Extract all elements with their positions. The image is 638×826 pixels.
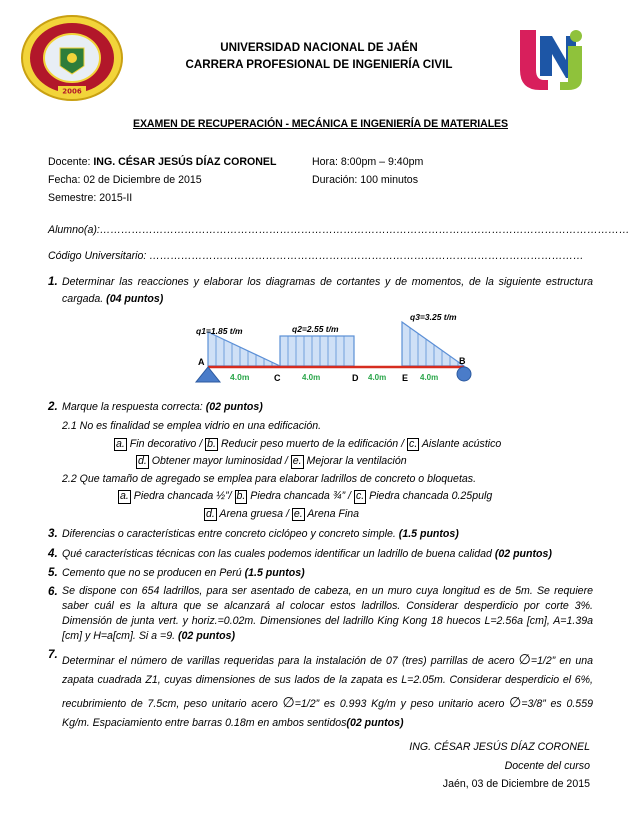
semestre-field: Semestre: 2015-II — [48, 191, 133, 204]
question-6-text: Se dispone con 654 ladrillos, para ser asentado de cabeza, en un muro cuya longitud es de 5m. Se requiere saber cuál es la altura que se alcanzará al colocar estos ladrillos. Considerar desperdicio por corte 3%. Dimensión de junta vert. y horiz.=0.02m. Dimensiones del ladrillo King Kong 18 huecos L=2.56a [cm], A=1.39a [cm] y H=a[cm]. Si a =9. — [62, 585, 593, 642]
docente-label: Docente: — [48, 155, 94, 168]
question-4 — [48, 546, 593, 562]
duracion-field: Duración: 100 minutos — [312, 173, 418, 186]
q3-label: q3=3.25 t/m — [410, 312, 457, 323]
option-a-box: a. — [120, 490, 129, 503]
load-q3 — [402, 322, 464, 366]
question-1-text: Determinar las reacciones y elaborar los diagramas de cortantes y de momentos, de la siguiente estructura cargada. — [62, 276, 593, 305]
span-de-label: 4.0m — [368, 373, 387, 383]
signature-name: ING. CÉSAR JESÚS DÍAZ CORONEL — [409, 741, 590, 753]
option-a-box: a. — [116, 437, 125, 450]
question-3-points: (1.5 puntos) — [398, 528, 459, 541]
option-e-text: Arena Fina — [304, 507, 360, 520]
load-q2 — [280, 336, 354, 366]
unj-logo — [518, 26, 586, 92]
question-text — [62, 565, 593, 581]
question-2-2-stem: 2.2 Que tamaño de agregado se emplea para elaborar ladrillos de concreto o bloquetas. — [62, 472, 477, 485]
span-eb-label: 4.0m — [420, 373, 439, 383]
node-c-label: C — [274, 373, 281, 384]
option-c-text: Aislante acústico — [419, 437, 502, 450]
option-c-text: Piedra chancada 0.25pulg — [366, 490, 493, 503]
q2-label: q2=2.55 t/m — [292, 324, 339, 335]
support-b — [457, 367, 471, 381]
question-2-2-options-row-2 — [48, 506, 593, 523]
svg-text:2006: 2006 — [62, 87, 82, 96]
question-number: 3. — [48, 527, 58, 541]
option-d-box: d. — [206, 507, 215, 520]
question-2-1-stem: 2.1 No es finalidad se emplea vidrio en una edificación. — [62, 420, 322, 433]
node-e-label: E — [402, 373, 409, 384]
beam-load-diagram — [196, 312, 502, 402]
option-d-text: Arena gruesa / — [216, 507, 292, 520]
diameter-symbol: ∅ — [282, 693, 295, 710]
question-text — [62, 584, 593, 643]
info-row-docente — [48, 156, 593, 174]
question-number: 4. — [48, 546, 58, 560]
fecha-field: Fecha: 02 de Diciembre de 2015 — [48, 173, 202, 186]
question-1-points: (04 puntos) — [106, 292, 164, 305]
codigo-field: Código Universitario: …………………………………………………………………………………………………………… — [48, 249, 584, 262]
info-row-semestre — [48, 192, 593, 210]
question-7-text-part-3: =1/2” es 0.993 Kg/m y peso unitario acero — [294, 697, 510, 710]
question-7-text-part-4: =3/8” es 0.559 Kg/m. Espaciamiento entre barras 0.18m en ambos sentidos — [62, 697, 593, 730]
span-ac-label: 4.0m — [230, 372, 250, 383]
question-number: 1. — [48, 275, 58, 289]
option-a-text: Fin decorativo / — [126, 437, 206, 450]
question-6 — [48, 584, 593, 643]
question-number: 7. — [48, 647, 58, 661]
question-text — [62, 274, 593, 307]
question-2-text: Marque la respuesta correcta: — [62, 400, 206, 413]
load-q1 — [208, 332, 280, 366]
question-7-points: (02 puntos) — [346, 717, 404, 730]
page-header — [0, 0, 638, 110]
option-b-box: b. — [207, 437, 216, 450]
university-seal-logo — [20, 14, 124, 102]
question-text — [62, 647, 593, 733]
option-a-text: Piedra chancada ½”/ — [130, 490, 235, 503]
question-2-2-options-row-1 — [48, 488, 593, 505]
question-4-text: Qué características técnicas con las cuales podemos identificar un ladrillo de buena calidad — [62, 547, 495, 560]
option-c-box: c. — [409, 437, 418, 450]
signature-block — [300, 738, 590, 794]
option-b-text: Reducir peso muerto de la edificación / — [218, 437, 408, 450]
question-number: 6. — [48, 585, 58, 599]
university-name: UNIVERSIDAD NACIONAL DE JAÉN — [220, 41, 418, 54]
docente-field — [48, 156, 312, 174]
question-7-text-part-2: =1/2” en una zapata cuadrada Z1, cuyas dimensiones de sus lados de la zapata es L=2.05m. Considerar desperdicio el 6%, recubrimiento de 7.5cm, peso unitario acero — [62, 654, 593, 710]
info-row-fecha — [48, 174, 593, 192]
docente-name: ING. CÉSAR JESÚS DÍAZ CORONEL — [93, 155, 277, 168]
question-1 — [48, 274, 593, 307]
diameter-symbol: ∅ — [518, 650, 531, 667]
question-5-points: (1.5 puntos) — [244, 566, 305, 579]
exam-body — [48, 118, 630, 736]
hora-field: Hora: 8:00pm – 9:40pm — [312, 155, 424, 168]
question-2-1-options-row-2 — [48, 453, 593, 470]
question-2-1-options-row-1 — [48, 436, 593, 453]
option-b-text: Piedra chancada ¾” / — [247, 490, 354, 503]
alumno-field: Alumno(a):…………………………………………………………………………………………………………………………………… — [48, 223, 630, 236]
question-2-points: (02 puntos) — [205, 400, 263, 413]
signature-role: Docente del curso — [504, 759, 590, 772]
option-d-box: d. — [138, 455, 147, 468]
node-a-label: A — [198, 357, 205, 368]
support-a — [196, 367, 220, 382]
question-3 — [48, 526, 593, 542]
question-5 — [48, 565, 593, 581]
span-cd-label: 4.0m — [302, 373, 321, 383]
question-4-points: (02 puntos) — [494, 547, 552, 560]
node-d-label: D — [352, 373, 359, 384]
question-7-text-part-1: Determinar el número de varillas requeridas para la instalación de 07 (tres) parrillas de acero — [62, 654, 519, 667]
option-d-text: Obtener mayor luminosidad / — [148, 455, 291, 468]
question-7 — [48, 647, 593, 733]
university-title — [140, 40, 498, 74]
option-c-box: c. — [355, 490, 365, 503]
option-e-text: Mejorar la ventilación — [303, 455, 407, 468]
node-b-label: B — [459, 356, 466, 367]
signature-place-date: Jaén, 03 de Diciembre de 2015 — [442, 778, 590, 791]
exam-title: EXAMEN DE RECUPERACIÓN - MECÁNICA E INGENIERÍA DE MATERIALES — [132, 118, 508, 130]
question-3-text: Diferencias o características entre concreto ciclópeo y concreto simple. — [62, 528, 399, 541]
question-5-text: Cemento que no se producen en Perú — [62, 566, 245, 579]
diameter-symbol: ∅ — [509, 693, 522, 710]
option-e-box: e. — [292, 455, 302, 468]
option-b-box: b. — [236, 490, 246, 503]
program-name: CARRERA PROFESIONAL DE INGENIERÍA CIVIL — [185, 57, 453, 71]
q1-label: q1=1.85 t/m — [196, 326, 243, 337]
question-6-points: (02 puntos) — [177, 629, 236, 642]
question-text — [62, 546, 593, 562]
question-number: 2. — [48, 399, 58, 413]
option-e-box: e. — [293, 507, 303, 520]
question-text — [62, 526, 593, 542]
question-number: 5. — [48, 565, 58, 579]
